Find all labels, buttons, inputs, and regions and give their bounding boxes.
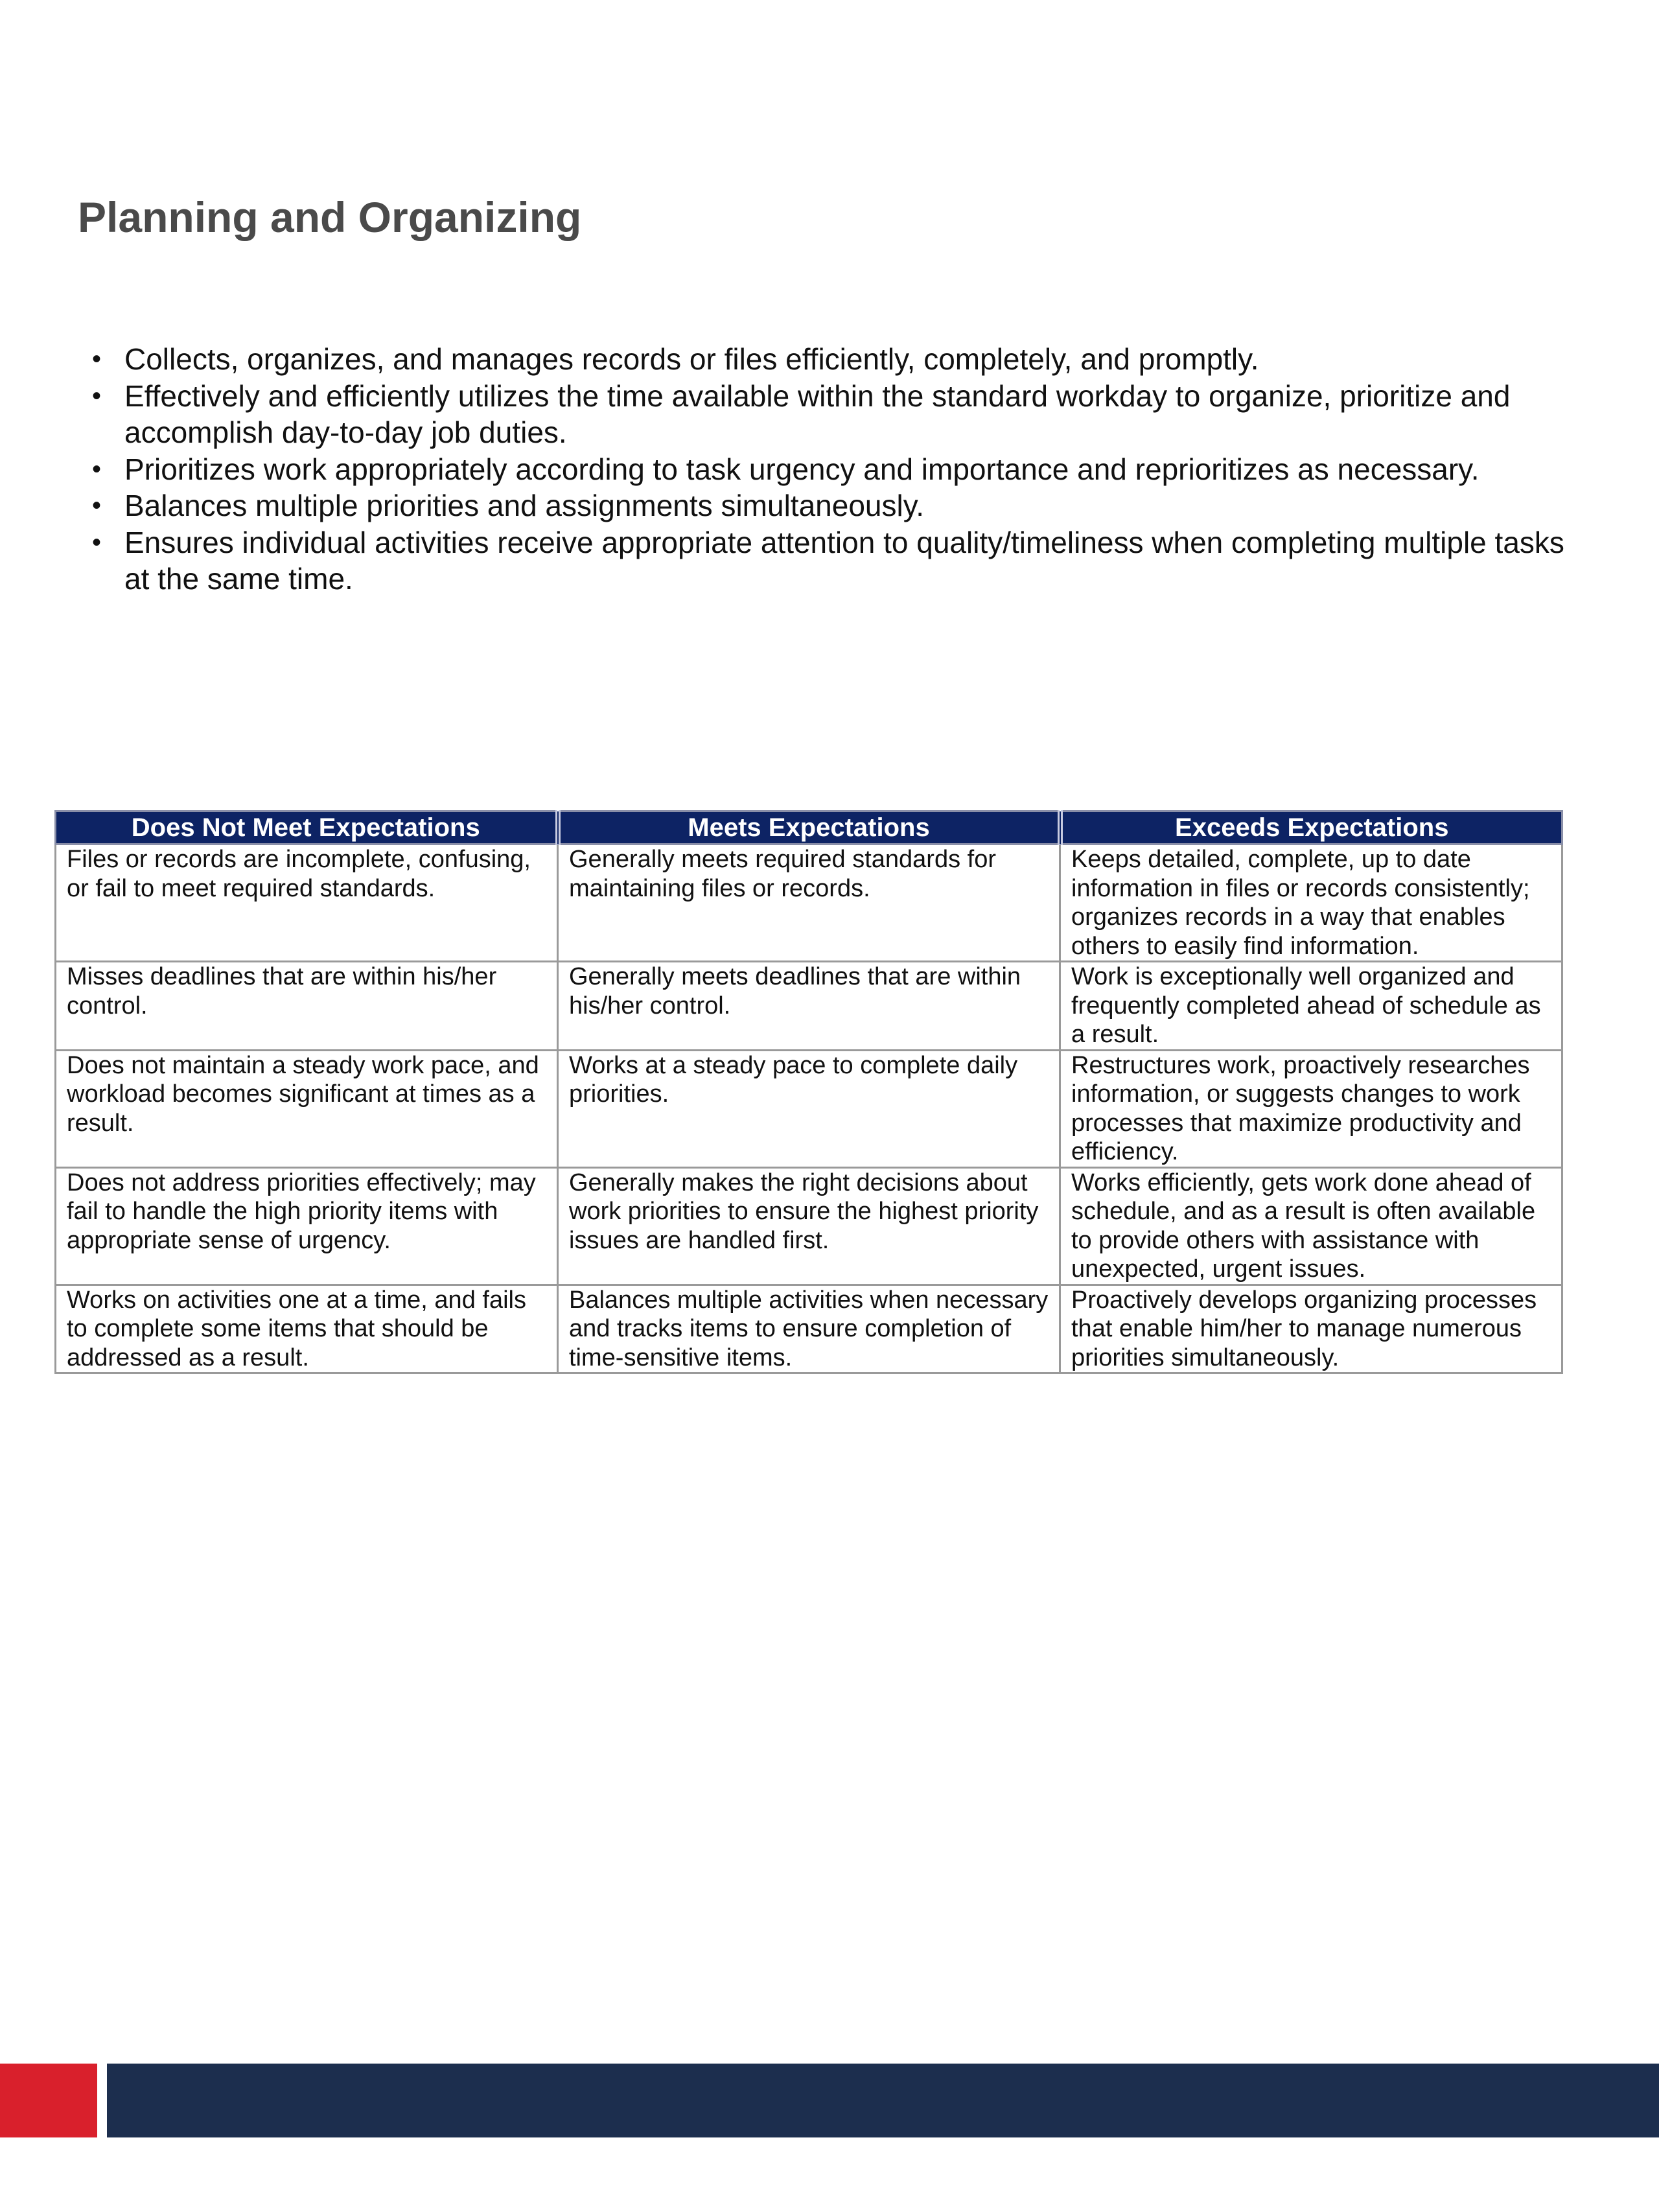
bullet-icon: • xyxy=(92,345,102,373)
list-item xyxy=(84,341,1568,378)
expectations-table xyxy=(54,810,1563,1374)
column-header-meets: Meets Expectations xyxy=(558,811,1060,844)
list-item xyxy=(84,524,1568,598)
list-item-text: Prioritizes work appropriately according to task urgency and importance and reprioritizes as necessary. xyxy=(124,452,1479,486)
column-header-exceeds: Exceeds Expectations xyxy=(1060,811,1562,844)
footer-accent-bar xyxy=(0,2064,97,2137)
table-cell: Balances multiple activities when necessary and tracks items to ensure completion of time-sensitive items. xyxy=(558,1285,1060,1373)
table-cell: Keeps detailed, complete, up to date information in files or records consistently; organizes records in a way that enables others to easily find information. xyxy=(1060,844,1562,962)
column-header-does-not-meet: Does Not Meet Expectations xyxy=(56,811,558,844)
table-row xyxy=(56,1285,1562,1373)
table-cell: Restructures work, proactively researches information, or suggests changes to work processes that maximize productivity and efficiency. xyxy=(1060,1050,1562,1167)
table-cell: Files or records are incomplete, confusing, or fail to meet required standards. xyxy=(56,844,558,962)
list-item-text: Balances multiple priorities and assignments simultaneously. xyxy=(124,489,925,522)
table-cell: Works at a steady pace to complete daily priorities. xyxy=(558,1050,1060,1167)
table-cell: Proactively develops organizing processes that enable him/her to manage numerous priorities simultaneously. xyxy=(1060,1285,1562,1373)
list-item xyxy=(84,451,1568,488)
bullet-icon: • xyxy=(92,381,102,410)
table-cell: Works efficiently, gets work done ahead of schedule, and as a result is often available to provide others with assistance with unexpected, urgent issues. xyxy=(1060,1167,1562,1285)
table-cell: Does not maintain a steady work pace, and workload becomes significant at times as a result. xyxy=(56,1050,558,1167)
table-row xyxy=(56,1050,1562,1167)
table-cell: Misses deadlines that are within his/her control. xyxy=(56,962,558,1051)
bullet-icon: • xyxy=(92,491,102,520)
table-row xyxy=(56,844,1562,962)
table-cell: Work is exceptionally well organized and frequently completed ahead of schedule as a result. xyxy=(1060,962,1562,1051)
bullet-icon: • xyxy=(92,528,102,557)
table-cell: Does not address priorities effectively; may fail to handle the high priority items with appropriate sense of urgency. xyxy=(56,1167,558,1285)
competency-bullet-list xyxy=(84,341,1568,598)
list-item xyxy=(84,378,1568,451)
table-row xyxy=(56,962,1562,1051)
table-cell: Works on activities one at a time, and fails to complete some items that should be addressed as a result. xyxy=(56,1285,558,1373)
page-title: Planning and Organizing xyxy=(78,193,582,241)
list-item-text: Collects, organizes, and manages records or files efficiently, completely, and promptly. xyxy=(124,342,1259,376)
bullet-icon: • xyxy=(92,454,102,483)
table-cell: Generally meets required standards for maintaining files or records. xyxy=(558,844,1060,962)
table-row xyxy=(56,1167,1562,1285)
list-item xyxy=(84,487,1568,524)
table-cell: Generally meets deadlines that are within his/her control. xyxy=(558,962,1060,1051)
list-item-text: Effectively and efficiently utilizes the time available within the standard workday to organize, prioritize and accomplish day-to-day job duties. xyxy=(124,378,1511,449)
table-cell: Generally makes the right decisions about work priorities to ensure the highest priority issues are handled first. xyxy=(558,1167,1060,1285)
list-item-text: Ensures individual activities receive appropriate attention to quality/timeliness when completing multiple tasks at the same time. xyxy=(124,525,1564,596)
footer-bar xyxy=(107,2064,1659,2137)
table-header-row xyxy=(56,811,1562,844)
